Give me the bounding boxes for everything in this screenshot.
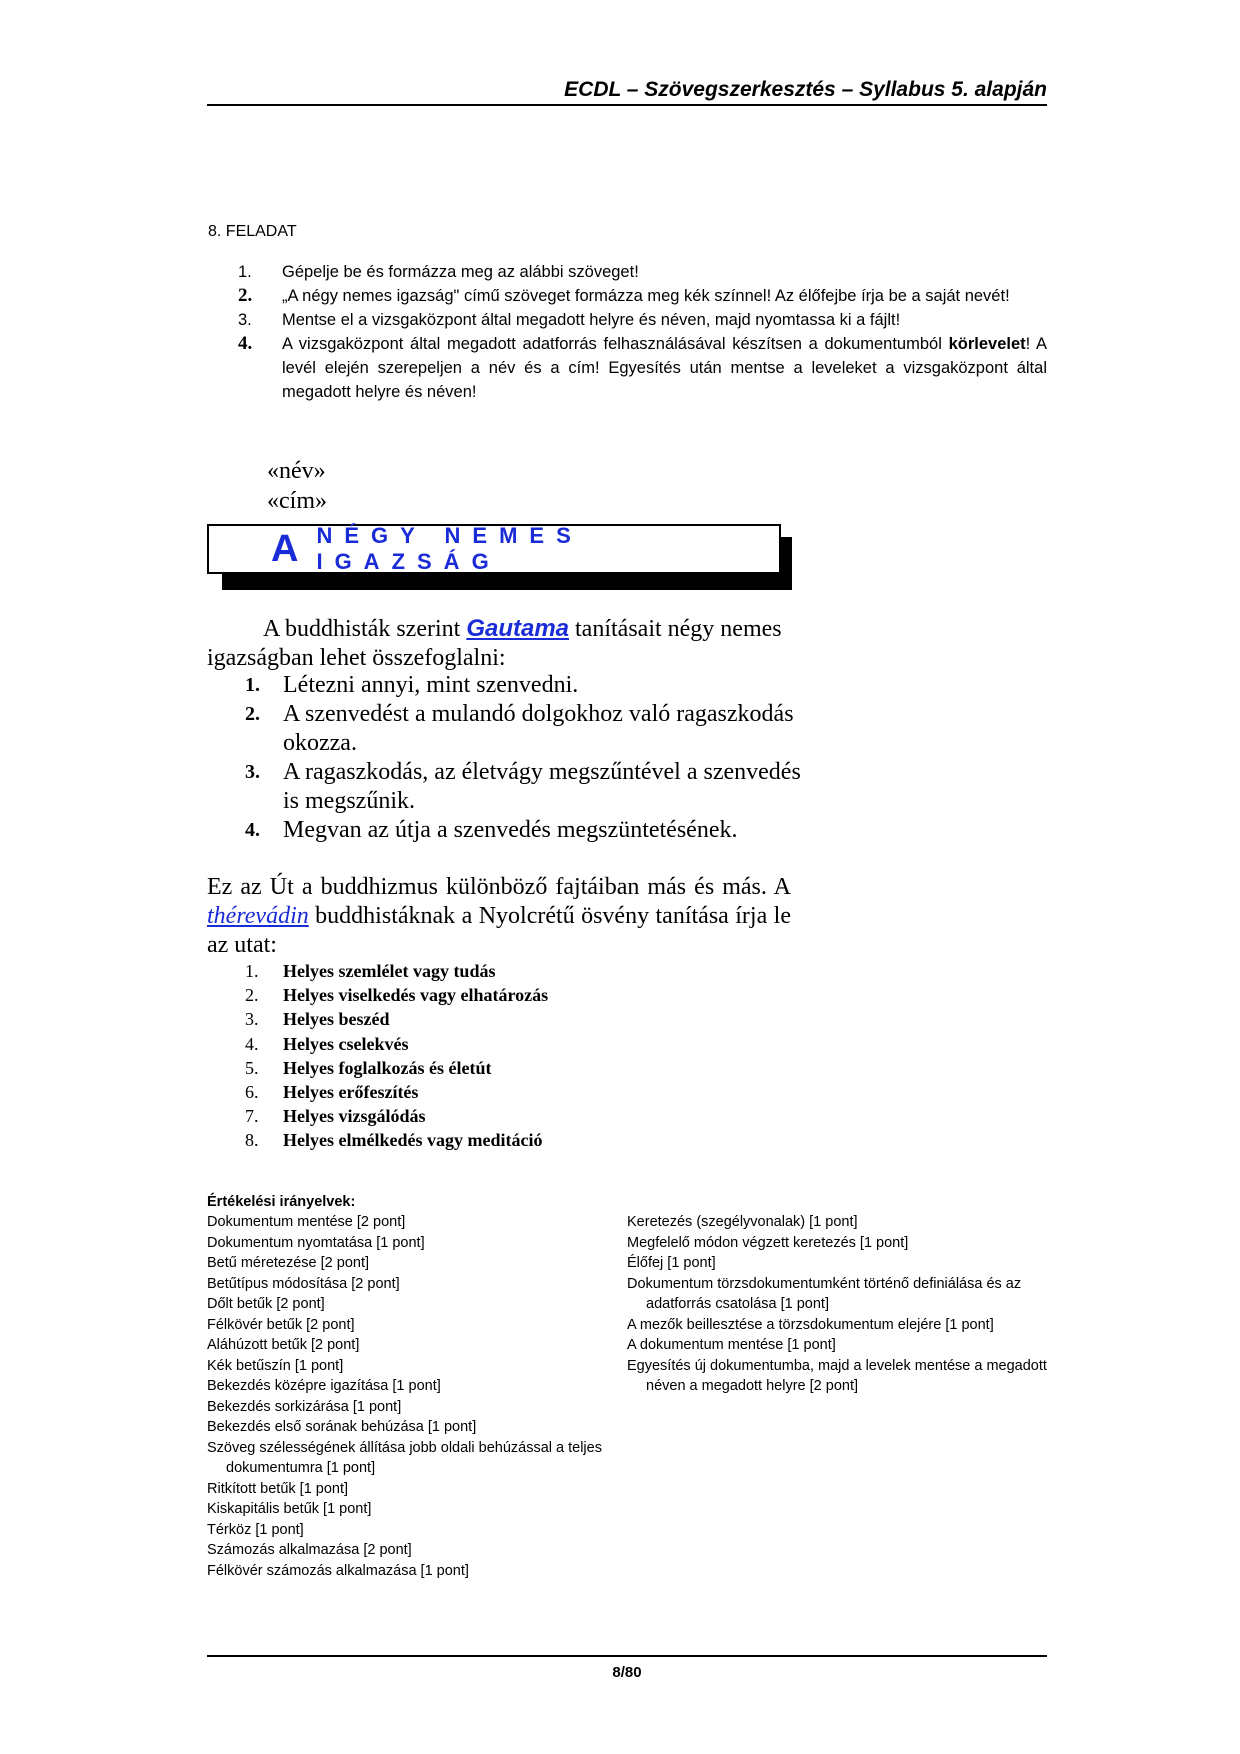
path-item — [245, 1056, 548, 1080]
task-number: 1. — [238, 263, 252, 281]
truth-number: 1. — [245, 674, 260, 696]
evaluation-item: Félkövér számozás alkalmazása [1 pont] — [207, 1562, 469, 1579]
path-number: 4. — [245, 1033, 259, 1054]
title-rest: NÉGY NEMES IGAZSÁG — [316, 523, 583, 574]
evaluation-item: A dokumentum mentése [1 pont] — [627, 1337, 836, 1353]
path-item — [245, 1104, 548, 1128]
evaluation-item: Egyesítés új dokumentumba, majd a levelek mentése a megadott néven a megadott helyre [2 pont] — [627, 1357, 1047, 1394]
truth-number: 2. — [245, 703, 260, 725]
task-text-part: A vizsgaközpont által megadott adatforrás felhasználásával készítsen a dokumentumból — [282, 335, 949, 353]
truth-item — [245, 671, 805, 700]
therevadin-highlight: thérevádin — [207, 903, 309, 929]
merge-fields — [267, 456, 327, 516]
evaluation-item: Kék betűszín [1 pont] — [207, 1357, 344, 1374]
evaluation-title: Értékelési irányelvek: — [207, 1194, 356, 1210]
task-list — [238, 260, 1047, 404]
truth-item — [245, 700, 805, 758]
task-text: Gépelje be és formázza meg az alábbi szöveget! — [282, 263, 639, 281]
task-item — [238, 260, 1047, 284]
evaluation-item: Dokumentum nyomtatása [1 pont] — [207, 1234, 425, 1251]
task-item — [238, 284, 1047, 308]
paragraph-path — [207, 873, 791, 960]
merge-field-name: «név» — [267, 458, 326, 484]
truth-number: 3. — [245, 761, 260, 783]
path-number: 7. — [245, 1106, 259, 1127]
task-number: 2. — [238, 285, 253, 306]
evaluation-item: Megfelelő módon végzett keretezés [1 pont] — [627, 1234, 909, 1251]
task-text — [282, 332, 1047, 404]
header-title: ECDL – Szövegszerkesztés – Syllabus 5. alapján — [564, 78, 1047, 101]
path-number: 5. — [245, 1057, 259, 1078]
path-item — [245, 959, 548, 983]
evaluation-item: Szöveg szélességének állítása jobb oldali behúzással a teljes dokumentumra [1 pont] — [207, 1439, 602, 1476]
evaluation-item: Ritkított betűk [1 pont] — [207, 1480, 349, 1497]
page-header — [207, 78, 1047, 106]
task-item — [238, 308, 1047, 332]
task-text: Mentse el a vizsgaközpont által megadott helyre és néven, majd nyomtassa ki a fájlt! — [282, 311, 901, 329]
paragraph-text: Ez az Út a buddhizmus különböző fajtáiban más és más. A — [207, 874, 791, 900]
gautama-highlight: Gautama — [466, 615, 570, 642]
evaluation-item: Dőlt betűk [2 pont] — [207, 1296, 325, 1312]
path-number: 6. — [245, 1082, 259, 1103]
truth-text: A ragaszkodás, az életvágy megszűntével a szenvedés is megszűnik. — [283, 759, 801, 814]
path-text: Helyes cselekvés — [283, 1033, 409, 1054]
path-text: Helyes foglalkozás és életút — [283, 1057, 492, 1078]
task-number: 3. — [238, 311, 252, 329]
evaluation-item: Betűtípus módosítása [2 pont] — [207, 1275, 400, 1292]
path-text: Helyes erőfeszítés — [283, 1082, 419, 1103]
truth-item — [245, 758, 805, 816]
path-item — [245, 1007, 548, 1031]
path-item — [245, 1080, 548, 1104]
task-title: 8. FELADAT — [208, 223, 297, 240]
evaluation-item: Térköz [1 pont] — [207, 1521, 304, 1538]
paragraph-text: tanításait négy nemes igazságban lehet összefoglalni: — [207, 616, 782, 671]
path-item — [245, 1128, 548, 1152]
task-text: „A négy nemes igazság" című szöveget formázza meg kék színnel! Az élőfejbe írja be a saját nevét! — [282, 287, 1010, 305]
task-bold-word: körlevelet — [948, 335, 1026, 353]
evaluation-item: A mezők beillesztése a törzsdokumentum elejére [1 pont] — [627, 1316, 994, 1333]
path-text: Helyes vizsgálódás — [283, 1106, 426, 1127]
path-number: 2. — [245, 985, 259, 1006]
truth-text: A szenvedést a mulandó dolgokhoz való ragaszkodás okozza. — [283, 701, 794, 756]
evaluation-item: Dokumentum mentése [2 pont] — [207, 1214, 406, 1230]
evaluation-item: Bekezdés sorkizárása [1 pont] — [207, 1398, 402, 1415]
task-item — [238, 332, 1047, 404]
evaluation-item: Kiskapitális betűk [1 pont] — [207, 1501, 372, 1517]
paragraph-gautama — [207, 614, 791, 673]
evaluation-item: Keretezés (szegélyvonalak) [1 pont] — [627, 1214, 858, 1230]
evaluation-item: Aláhúzott betűk [2 pont] — [207, 1337, 360, 1353]
evaluation-item: Bekezdés középre igazítása [1 pont] — [207, 1378, 441, 1394]
evaluation-item: Félkövér betűk [2 pont] — [207, 1316, 355, 1333]
eightfold-path-list — [245, 959, 548, 1153]
path-text: Helyes szemlélet vagy tudás — [283, 961, 496, 981]
path-number: 8. — [245, 1130, 259, 1151]
path-text: Helyes beszéd — [283, 1009, 390, 1030]
evaluation-item: Élőfej [1 pont] — [627, 1255, 716, 1271]
document-title-box — [207, 524, 781, 574]
page-number: 8/80 — [612, 1664, 642, 1681]
evaluation-item: Betű méretezése [2 pont] — [207, 1255, 370, 1271]
evaluation-list-right — [627, 1212, 1047, 1397]
evaluation-item: Bekezdés első sorának behúzása [1 pont] — [207, 1419, 477, 1435]
path-text: Helyes viselkedés vagy elhatározás — [283, 985, 549, 1006]
truth-text: Megvan az útja a szenvedés megszüntetésének. — [283, 817, 738, 843]
title-first-letter: A — [271, 528, 299, 570]
evaluation-item: Dokumentum törzsdokumentumként történő definiálása és az adatforrás csatolása [1 pont] — [627, 1275, 1022, 1312]
paragraph-text: buddhistáknak a Nyolcrétű ösvény tanítása írja le az utat: — [207, 903, 791, 958]
noble-truths-list — [245, 671, 805, 845]
truth-number: 4. — [245, 819, 260, 841]
footer-divider — [207, 1655, 1047, 1657]
truth-item — [245, 816, 805, 845]
truth-text: Létezni annyi, mint szenvedni. — [283, 672, 579, 698]
evaluation-item: Számozás alkalmazása [2 pont] — [207, 1542, 412, 1558]
paragraph-text: A buddhisták szerint — [263, 616, 467, 642]
path-number: 1. — [245, 961, 259, 981]
merge-field-address: «cím» — [267, 488, 327, 514]
task-text-part: ! A levél elején szerepeljen a név és a cím! Egyesítés után mentse a leveleket a vizsgaközpont által megadott helyre és néven! — [282, 335, 1048, 401]
evaluation-list-left — [207, 1212, 627, 1581]
path-item — [245, 1032, 548, 1056]
path-item — [245, 983, 548, 1007]
path-number: 3. — [245, 1009, 259, 1030]
path-text: Helyes elmélkedés vagy meditáció — [283, 1130, 543, 1151]
task-number: 4. — [238, 333, 253, 354]
